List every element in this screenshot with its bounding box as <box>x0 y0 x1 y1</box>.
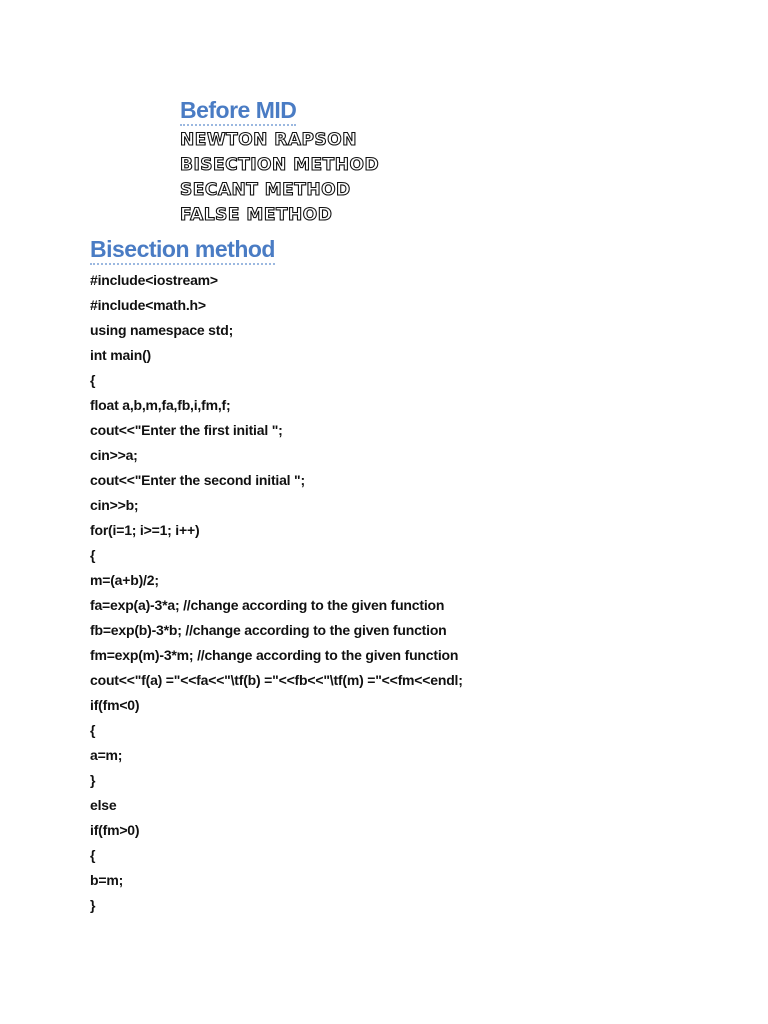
code-line: } <box>90 897 96 913</box>
code-line: if(fm>0) <box>90 822 140 838</box>
code-line: { <box>90 722 96 738</box>
code-line: cout<<"f(a) ="<<fa<<"\tf(b) ="<<fb<<"\tf(m) ="<<fm<<endl; <box>90 672 463 688</box>
code-line: int main() <box>90 347 151 363</box>
code-line: b=m; <box>90 872 124 888</box>
heading-bisection-method: Bisection method <box>90 235 275 265</box>
code-line: using namespace std; <box>90 322 234 338</box>
topic-list <box>180 128 379 228</box>
code-line: else <box>90 797 117 813</box>
code-line: #include<iostream> <box>90 272 218 288</box>
code-line: { <box>90 372 96 388</box>
heading-before-mid: Before MID <box>180 96 296 126</box>
topic-item-bisection-method: BISECTION METHOD <box>180 155 380 175</box>
code-line: m=(a+b)/2; <box>90 572 159 588</box>
topic-item-secant-method: SECANT METHOD <box>180 180 351 200</box>
code-block <box>90 268 463 918</box>
topic-item-false-method: FALSE METHOD <box>180 205 333 225</box>
code-line: float a,b,m,fa,fb,i,fm,f; <box>90 397 231 413</box>
code-line: { <box>90 847 96 863</box>
code-line: { <box>90 547 96 563</box>
topic-item-newton-rapson: NEWTON RAPSON <box>180 130 357 150</box>
code-line: fb=exp(b)-3*b; //change according to the given function <box>90 622 447 638</box>
code-line: if(fm<0) <box>90 697 140 713</box>
code-line: a=m; <box>90 747 123 763</box>
code-line: cin>>a; <box>90 447 138 463</box>
code-line: fa=exp(a)-3*a; //change according to the given function <box>90 597 445 613</box>
code-line: fm=exp(m)-3*m; //change according to the given function <box>90 647 459 663</box>
code-line: #include<math.h> <box>90 297 206 313</box>
code-line: cout<<"Enter the first initial "; <box>90 422 283 438</box>
code-line: for(i=1; i>=1; i++) <box>90 522 200 538</box>
code-line: cout<<"Enter the second initial "; <box>90 472 305 488</box>
code-line: cin>>b; <box>90 497 139 513</box>
code-line: } <box>90 772 96 788</box>
